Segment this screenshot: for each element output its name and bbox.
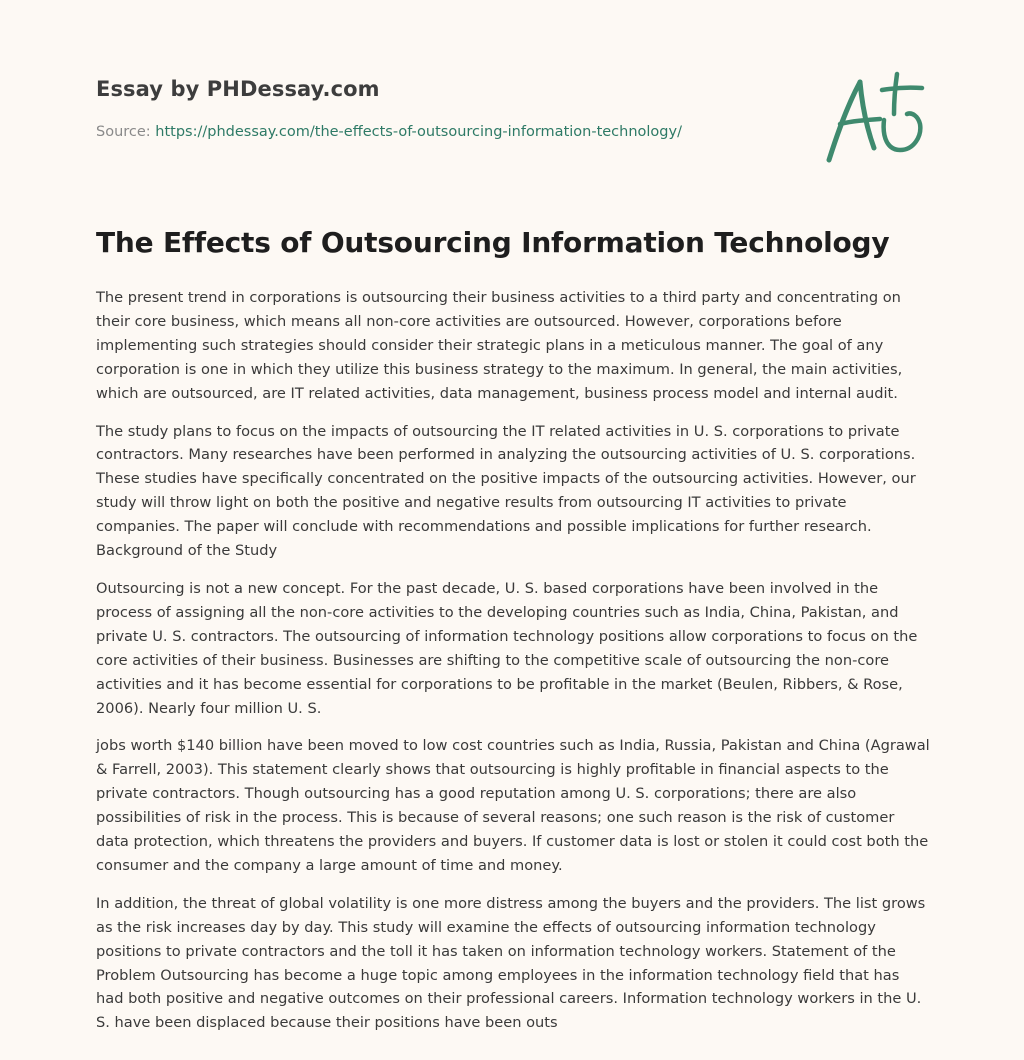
essay-body: [96, 286, 930, 1049]
essay-title: The Effects of Outsourcing Information Technology: [96, 226, 890, 259]
paragraph: The study plans to focus on the impacts of outsourcing the IT related activities in U. S. corporations to private contractors. Many researches have been performed in analyzing the outsourcing activities of U. S. corporations. These studies have specifically concentrated on the positive impacts of the outsourcing activities. However, our study will throw light on both the positive and negative results from outsourcing IT activities to private companies. The paper will conclude with recommendations and possible implications for further research. Background of the Study: [96, 422, 916, 560]
source-line: [96, 124, 682, 140]
paragraph: Outsourcing is not a new concept. For the past decade, U. S. based corporations have been involved in the process of assigning all the non-core activities to the developing countries such as India, China, Pakistan, and private U. S. contractors. The outsourcing of information technology positions allow corporations to focus on the core activities of their business. Businesses are shifting to the competitive scale of outsourcing the non-core activities and it has become essential for corporations to be profitable in the market (Beulen, Ribbers, & Rose, 2006). Nearly four million U. S.: [96, 579, 918, 717]
paragraph: In addition, the threat of global volatility is one more distress among the buyers and the providers. The list grows as the risk increases day by day. This study will examine the effects of outsourcing information technology positions to private contractors and the toll it has taken on information technology workers. Statement of the Problem Outsourcing has become a huge topic among employees in the information technology field that has had both positive and negative outcomes on their professional careers. Information technology workers in the U. S. have been displaced because their positions have been outs: [96, 894, 926, 1032]
source-label: Source:: [96, 124, 156, 140]
paragraph: jobs worth $140 billion have been moved to low cost countries such as India, Russia, Pakistan and China (Agrawal & Farrell, 2003). This statement clearly shows that outsourcing is highly profitable in financial aspects to the private contractors. Though outsourcing has a good reputation among U. S. corporations; there are also possibilities of risk in the process. This is because of several reasons; one such reason is the risk of customer data protection, which threatens the providers and buyers. If customer data is lost or stolen it could cost both the consumer and the company a large amount of time and money.: [96, 737, 930, 874]
a-plus-logo-icon: [822, 68, 932, 168]
paragraph: The present trend in corporations is outsourcing their business activities to a third party and concentrating on their core business, which means all non-core activities are outsourced. However, corporations before implementing such strategies should consider their strategic plans in a meticulous manner. The goal of any corporation is one in which they utilize this business strategy to the maximum. In general, the main activities, which are outsourced, are IT related activities, data management, business process model and internal audit.: [96, 289, 903, 402]
site-brand: Essay by PHDessay.com: [96, 77, 380, 101]
source-link[interactable]: https://phdessay.com/the-effects-of-outsourcing-information-technology/: [155, 124, 682, 140]
